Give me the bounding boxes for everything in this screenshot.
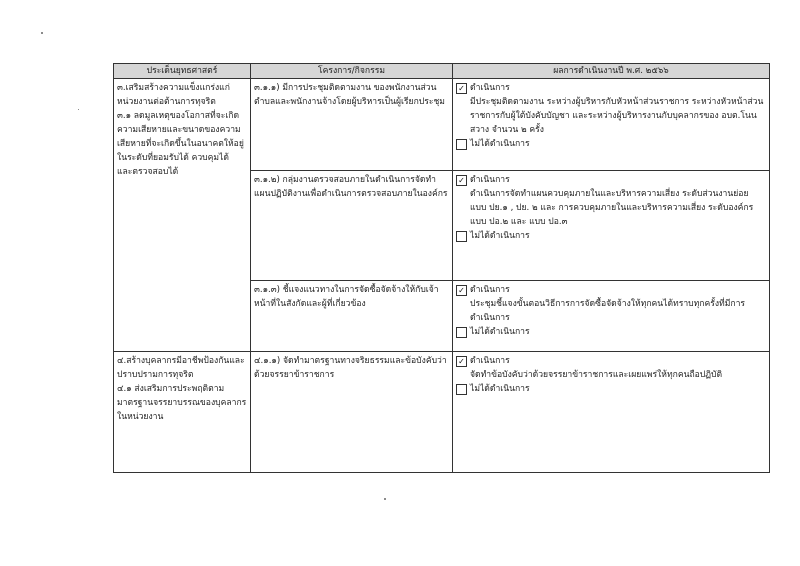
header-row [114, 64, 770, 79]
not-done-checkbox[interactable] [456, 327, 467, 338]
strategy-line: ๔.สร้างบุคลากรมีอาชีพป้องกันและปราบปรามการทุจริต [117, 356, 245, 380]
project-cell: ๓.๑.๒) กลุ่มงานตรวจสอบภายในดำเนินการจัดทำแผนปฏิบัติงานเพื่อดำเนินการตรวจสอบภายในองค์กร [251, 171, 453, 281]
project-cell: ๓.๑.๓) ชี้แจงแนวทางในการจัดซื้อจัดจ้างให้กับเจ้าหน้าที่ในสังกัดและผู้ที่เกี่ยวข้อง [251, 281, 453, 352]
not-done-checkbox[interactable] [456, 384, 467, 395]
result-cell [453, 281, 770, 352]
status-not-done [456, 325, 766, 339]
result-detail: มีประชุมติดตามงาน ระหว่างผู้บริหารกับหัวหน้าส่วนราชการ ระหว่างหัวหน้าส่วนราชการกับผู้ใต้บังคับบัญชา และระหว่างผู้บริหารงานกับบุคลากรของ อบต.โนนสวาง จำนวน ๒ ครั้ง [470, 97, 764, 135]
not-done-label: ไม่ได้ดำเนินการ [470, 231, 530, 241]
strategy-line: ๓.เสริมสร้างความแข็งแกร่งแก่หน่วยงานต่อต้านการทุจริต [117, 83, 230, 107]
result-cell [453, 352, 770, 473]
status-not-done [456, 137, 766, 151]
not-done-label: ไม่ได้ดำเนินการ [470, 384, 530, 394]
done-label: ดำเนินการ [470, 175, 510, 185]
result-detail: ดำเนินการจัดทำแผนควบคุมภายในและบริหารความเสี่ยง ระดับส่วนงานย่อย แบบ ปย.๑ , ปย. ๒ และ การควบคุมภายในและบริหารความเสี่ยง ระดับองค์กรแบบ ปอ.๒ และ แบบ ปอ.๓ [470, 189, 754, 227]
done-checkbox[interactable]: ✓ [456, 83, 467, 94]
header-result: ผลการดำเนินงานปี พ.ศ. ๒๕๖๖ [453, 64, 770, 79]
result-cell [453, 171, 770, 281]
status-not-done [456, 382, 766, 396]
done-label: ดำเนินการ [470, 285, 510, 295]
table-row [114, 352, 770, 473]
status-done [456, 354, 766, 368]
report-table [113, 63, 770, 473]
strategy-line: ๓.๑ ลดมูลเหตุของโอกาสที่จะเกิดความเสียหายและขนาดของความเสียหายที่จะเกิดขึ้นในอนาคตให้อยู่ในระดับที่ยอมรับได้ ควบคุมได้ และตรวจสอบได้ [117, 111, 244, 177]
table-row [114, 79, 770, 171]
status-done [456, 173, 766, 187]
done-label: ดำเนินการ [470, 83, 510, 93]
done-checkbox[interactable]: ✓ [456, 175, 467, 186]
done-checkbox[interactable]: ✓ [456, 285, 467, 296]
scan-speck [41, 32, 43, 34]
strategy-line: ๔.๑ ส่งเสริมการประพฤติตามมาตรฐานจรรยาบรรณของบุคลากรในหน่วยงาน [117, 384, 247, 422]
result-cell [453, 79, 770, 171]
done-label: ดำเนินการ [470, 356, 510, 366]
not-done-label: ไม่ได้ดำเนินการ [470, 139, 530, 149]
strategy-cell [114, 79, 251, 352]
strategy-cell [114, 352, 251, 473]
not-done-checkbox[interactable] [456, 231, 467, 242]
result-detail: ประชุมชี้แจงขั้นตอนวิธีการการจัดซื้อจัดจ้างให้ทุกคนได้ทราบทุกครั้งที่มีการดำเนินการ [470, 299, 746, 323]
not-done-label: ไม่ได้ดำเนินการ [470, 327, 530, 337]
status-not-done [456, 229, 766, 243]
header-strategy: ประเด็นยุทธศาสตร์ [114, 64, 251, 79]
project-cell: ๔.๑.๑) จัดทำมาตรฐานทางจริยธรรมและข้อบังคับว่าด้วยจรรยาข้าราชการ [251, 352, 453, 473]
project-cell: ๓.๑.๑) มีการประชุมติดตามงาน ของพนักงานส่วนตำบลและพนักงานจ้างโดยผู้บริหารเป็นผู้เรียกประชุม [251, 79, 453, 171]
scan-speck [78, 109, 79, 110]
not-done-checkbox[interactable] [456, 139, 467, 150]
done-checkbox[interactable]: ✓ [456, 356, 467, 367]
status-done [456, 81, 766, 95]
header-project: โครงการ/กิจกรรม [251, 64, 453, 79]
result-detail: จัดทำข้อบังคับว่าด้วยจรรยาข้าราชการและเผยแพร่ให้ทุกคนถือปฏิบัติ [470, 370, 723, 380]
scan-speck [384, 498, 386, 500]
status-done [456, 283, 766, 297]
